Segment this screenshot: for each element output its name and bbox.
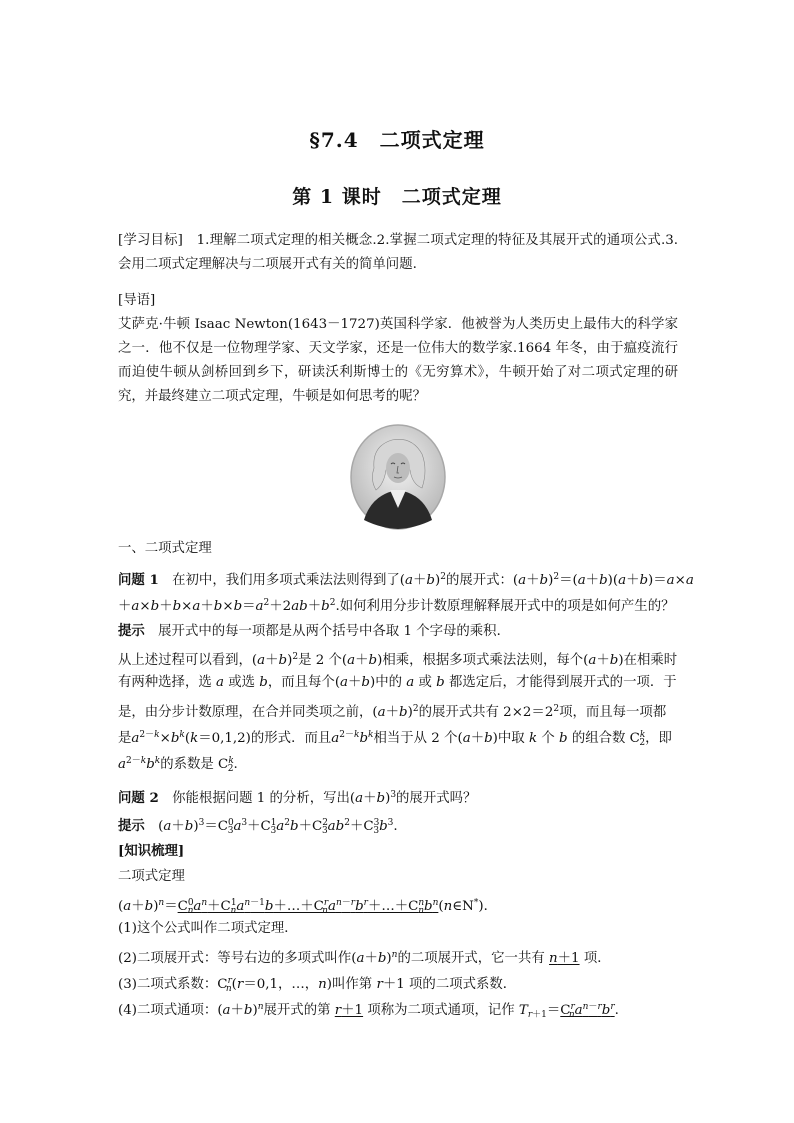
knowledge-item-3: (3)二项式系数：$C^r_n(r=0,1$，…，n)叫作第 r＋1 项的二项式系数． [118,976,517,994]
knowledge-item-1: (1)这个公式叫作二项式定理． [118,921,298,936]
analysis-line-4: 是$a^{2-k}\times b^k(k=0,1,2)$的形式．而且$a^{2-k}b^k$相当于从 2 个(a＋b)中取 k 个 b 的组合数 $C^k_2$，即 [118,730,672,748]
knowledge-label: [知识梳理] [118,843,185,859]
newton-portrait-image [350,424,446,530]
analysis-line-1: 从上述过程可以看到，$(a+b)^2$是 2 个(a＋b)相乘，根据多项式乘法法则，每个(a＋b)在相乘时 [118,652,678,668]
question-2: 问题 2 你能根据问题 1 的分析，写出$(a+b)^3$的展开式吗？ [118,790,477,806]
intro-text: 艾萨克·牛顿 Isaac Newton(1643－1727)英国科学家．他被誉为人类历史上最伟大的科学家之一．他不仅是一位物理学家、天文学家，还是一位伟大的数学家.1664 年冬，由于瘟疫流行而迫使牛顿从剑桥回到乡下，研读沃利斯博士的《无穷算术》，牛顿开始了对二项式定理的研究，并最终建立二项式定理，牛顿是如何思考的呢？ [118,317,678,404]
knowledge-item-2: (2)二项展开式：等号右边的多项式叫作$(a+b)^n$的二项展开式，它一共有 n＋1 项． [118,950,611,966]
question-1-cont: $+a\times b+b\times a+b\times b=a^2+2ab+b^2$.如何利用分步计数原理解释展开式中的项是如何产生的？ [118,598,675,614]
lesson-title: 第 1 课时 二项式定理 [292,186,502,208]
intro-label: [导语] [118,293,156,308]
knowledge-item-4: (4)二项式通项：$(a+b)^n$展开式的第 r＋1 项称为二项式通项，记作 $T_{r+1}=C^r_na^{n-r}b^r$. [118,1002,619,1020]
learning-goals [118,229,678,277]
question-1: 问题 1 在初中，我们用多项式乘法法则得到了$(a+b)^2$的展开式：$(a+b)^2=(a+b)(a+b)=a\times a$ [118,572,694,588]
analysis-line-5: $a^{2-k}b^k$的系数是 $C^k_2$. [118,756,238,774]
goals-text: 1.理解二项式定理的相关概念.2.掌握二项式定理的特征及其展开式的通项公式.3.会用二项式定理解决与二项展开式有关的简单问题. [118,233,679,272]
q1-label: 问题 1 [118,572,159,588]
section-heading: 一、二项式定理 [118,541,212,556]
hint-1: 提示 展开式中的每一项都是从两个括号中各取 1 个字母的乘积． [118,623,510,639]
analysis-line-3: 是，由分步计数原理，在合并同类项之前，$(a+b)^2$的展开式共有 $2\times 2=2^2$项，而且每一项都 [118,704,667,720]
binomial-formula: $(a+b)^n=C^0_na^n+C^1_na^{n-1}b+\dots+C^r_na^{n-r}b^r+\dots+C^n_nb^n(n\in N^*)$． [118,898,497,916]
hint-2: 提示 $(a+b)^3=C^0_3a^3+C^1_3a^2b+C^2_3ab^2+C^3_3b^3$. [118,818,398,836]
chapter-title: §7.4 二项式定理 [309,128,485,152]
knowledge-heading: 二项式定理 [118,869,185,884]
analysis-line-2: 有两种选择，选 a 或选 b，而且每个(a＋b)中的 a 或 b 都选定后，才能得到展开式的一项．于 [118,675,677,690]
goals-label: [学习目标] [118,233,183,248]
